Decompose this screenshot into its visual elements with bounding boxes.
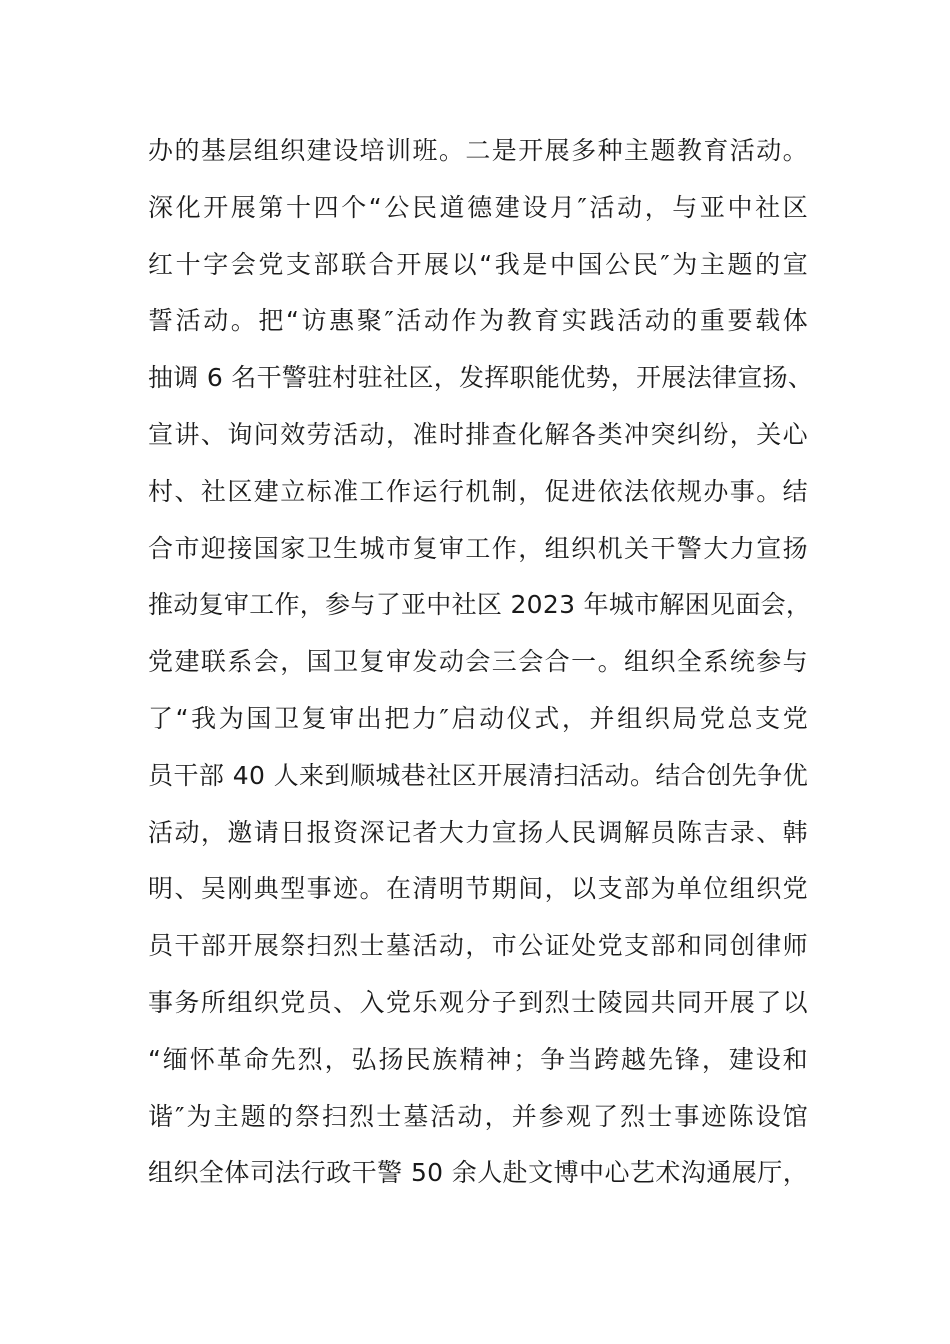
text-line-9: 推动复审工作，参与了亚中社区 2023 年城市解困见面会， bbox=[148, 590, 812, 620]
body-text bbox=[148, 128, 814, 1207]
text-line-10: 党建联系会，国卫复审发动会三会合一。组织全系统参与 bbox=[148, 647, 808, 677]
text-line-8: 合市迎接国家卫生城市复审工作，组织机关干警大力宣扬 bbox=[148, 533, 808, 563]
text-line-12: 员干部 40 人来到顺城巷社区开展清扫活动。结合创先争优 bbox=[148, 760, 808, 790]
text-line-14: 明、吴刚典型事迹。在清明节期间，以支部为单位组织党 bbox=[148, 874, 808, 904]
text-line-7: 村、社区建立标准工作运行机制，促进依法依规办事。结 bbox=[148, 476, 808, 506]
text-line-13: 活动，邀请日报资深记者大力宣扬人民调解员陈吉录、韩 bbox=[148, 817, 808, 847]
text-line-4: 誓活动。把“访惠聚″活动作为教育实践活动的重要载体 bbox=[148, 306, 808, 336]
text-line-15: 员干部开展祭扫烈士墓活动，市公证处党支部和同创律师 bbox=[148, 931, 808, 961]
text-line-16: 事务所组织党员、入党乐观分子到烈士陵园共同开展了以 bbox=[148, 987, 808, 1017]
text-line-11: 了“我为国卫复审出把力″启动仪式，并组织局党总支党 bbox=[148, 703, 808, 733]
text-line-5: 抽调 6 名干警驻村驻社区，发挥职能优势，开展法律宣扬、 bbox=[148, 363, 814, 393]
text-line-17: “缅怀革命先烈，弘扬民族精神；争当跨越先锋，建设和 bbox=[148, 1044, 808, 1074]
text-line-3: 红十字会党支部联合开展以“我是中国公民″为主题的宣 bbox=[148, 249, 808, 279]
text-line-6: 宣讲、询问效劳活动，准时排查化解各类冲突纠纷，关心 bbox=[148, 419, 808, 449]
text-line-2: 深化开展第十四个“公民道德建设月″活动，与亚中社区 bbox=[148, 192, 808, 222]
text-line-19: 组织全体司法行政干警 50 余人赴文博中心艺术沟通展厅， bbox=[148, 1158, 808, 1188]
text-line-18: 谐″为主题的祭扫烈士墓活动，并参观了烈士事迹陈设馆 bbox=[148, 1101, 808, 1131]
text-line-1: 办的基层组织建设培训班。二是开展多种主题教育活动。 bbox=[148, 136, 808, 165]
